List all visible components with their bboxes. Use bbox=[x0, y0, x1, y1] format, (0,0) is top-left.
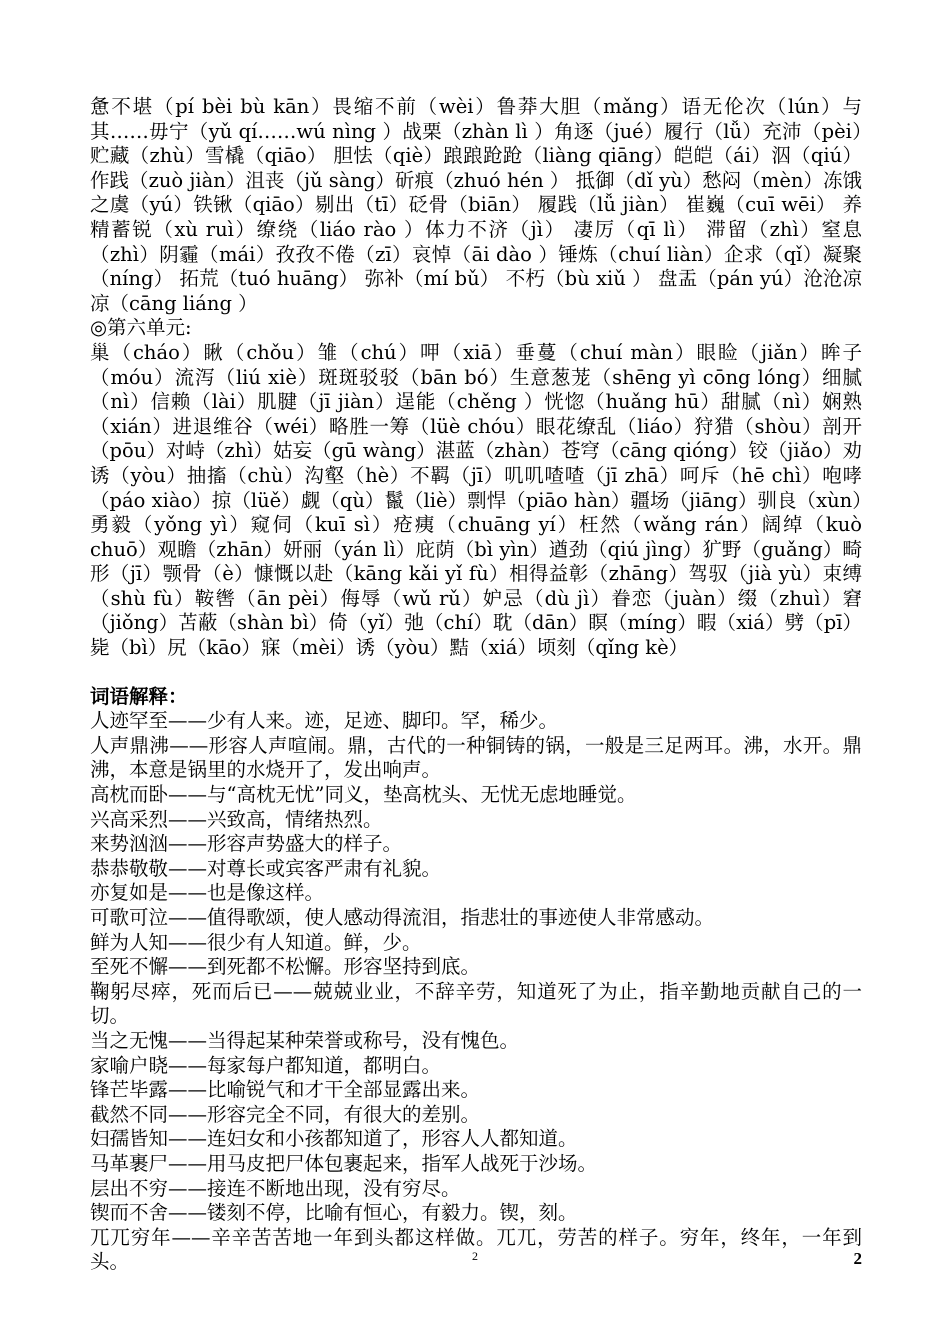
definition-item: 家喻户晓——每家每户都知道，都明白。 bbox=[90, 1053, 442, 1077]
page-number-center: 2 bbox=[472, 1249, 478, 1263]
unit6-vocabulary: 巢（cháo）瞅（chǒu）雏（chú）呷（xiā）垂蔓（chuí màn）眼睑（jiǎn）眸子（móu）流泻（liú xiè）斑斑驳驳（bān bó）生意葱茏（shēng yì cōng lóng）细腻（nì）信赖（lài）肌腱（jī jiàn）逞能（chěng ）恍惚（huǎng hū）甜腻（nì）娴熟（xián）进退维谷（wéi）略胜一筹（lüè chóu）眼花缭乱（liáo）狩猎（shòu）剖开（pōu）对峙（zhì）姑妄（gū wàng）湛蓝（zhàn）苍穹（cāng qióng）铰（jiǎo）劝诱（yòu）抽搐（chù）沟壑（hè）不羁（jī）叽叽喳喳（jī zhā）呵斥（hē chì）咆哮（páo xiào）掠（lüě）觑（qù）鬣（liè）剽悍（piāo hàn）疆场（jiāng）驯良（xùn）勇毅（yǒng yì）窥伺（kuī sì）疮痍（chuāng yí）枉然（wǎng rán）阔绰（kuò chuō）观瞻（zhān）妍丽（yán lì）庇荫（bì yìn）遒劲（qiú jìng）犷野（guǎng）畸形（jī）颚骨（è）慷慨以赴（kāng kǎi yǐ fù）相得益彰（zhāng）驾驭（jià yù）束缚（shù fù）鞍辔（ān pèi）侮辱（wǔ rǔ）妒忌（dù jì）眷恋（juàn）缀（zhuì）窘（jiǒng）苫蔽（shàn bì）倚（yǐ）弛（chí）耽（dān）瞑（míng）暇（xiá）劈（pī）毙（bì）尻（kāo）寐（mèi）诱（yòu）黠（xiá）顷刻（qǐng kè） bbox=[90, 340, 862, 660]
definition-item: 至死不懈——到死都不松懈。形容坚持到底。 bbox=[90, 955, 481, 979]
definition-item: 兴高采烈——兴致高，情绪热烈。 bbox=[90, 807, 383, 831]
definition-item: 高枕而卧——与“高枕无忧”同义，垫高枕头、无忧无虑地睡觉。 bbox=[90, 783, 637, 807]
definition-item: 人声鼎沸——形容人声喧闹。鼎，古代的一种铜铸的锅，一般是三足两耳。沸，水开。鼎沸，本意是锅里的水烧开了，发出响声。 bbox=[90, 733, 862, 782]
unit5-vocabulary: 惫不堪（pí bèi bù kān）畏缩不前（wèi）鲁莽大胆（mǎng）语无伦次（lún）与其……毋宁（yǔ qí……wú nìng ）战栗（zhàn lì ）角逐（jué）履行（lǚ）充沛（pèi）贮藏（zhù）雪橇（qiāo） 胆怯（qiè）踉踉跄跄（liàng qiāng）皑皑（ái）泅（qiú）作践（zuò jiàn）沮丧（jǔ sàng）斫痕（zhuó hén ） 抵御（dǐ yù）愁闷（mèn）冻饿之虞（yú）铁锹（qiāo）剔出（tī）砭骨（biān） 履践（lǚ jiàn） 崔巍（cuī wēi） 养精蓄锐（xù ruì）缭绕（liáo rào ）体力不济（jì） 凄厉（qī lì） 滞留（zhì）窒息（zhì）阴霾（mái）孜孜不倦（zī）哀悼（āi dào ）锤炼（chuí liàn）企求（qǐ）凝聚（níng） 拓荒（tuó huāng） 弥补（mí bǔ） 不朽（bù xiǔ ） 盘盂（pán yú）沧沧凉凉（cāng liáng ） bbox=[90, 95, 862, 315]
definition-item: 可歌可泣——值得歌颂，使人感动得流泪，指悲壮的事迹使人非常感动。 bbox=[90, 906, 715, 929]
unit6-heading: ◎第六单元: bbox=[90, 316, 192, 340]
definition-item: 锲而不舍——镂刻不停，比喻有恒心，有毅力。锲，刻。 bbox=[90, 1201, 578, 1225]
document-page bbox=[90, 95, 862, 1275]
definition-item: 层出不穷——接连不断地出现，没有穷尽。 bbox=[90, 1176, 461, 1200]
definition-item: 人迹罕至——少有人来。迹，足迹、脚印。罕，稀少。 bbox=[90, 709, 559, 733]
definition-item: 亦复如是——也是像这样。 bbox=[90, 881, 325, 905]
definitions-title: 词语解释： bbox=[90, 684, 188, 708]
definition-item: 来势汹汹——形容声势盛大的样子。 bbox=[90, 832, 403, 856]
definition-item: 妇孺皆知——连妇女和小孩都知道了，形容人人都知道。 bbox=[90, 1127, 578, 1151]
definition-item: 锋芒毕露——比喻锐气和才干全部显露出来。 bbox=[90, 1078, 481, 1102]
definitions-list bbox=[90, 709, 862, 1275]
definition-item: 恭恭敬敬——对尊长或宾客严肃有礼貌。 bbox=[90, 856, 442, 880]
definition-item: 当之无愧——当得起某种荣誉或称号，没有愧色。 bbox=[90, 1028, 520, 1052]
page-number-right: 2 bbox=[853, 1249, 862, 1268]
definition-item: 截然不同——形容完全不同，有很大的差别。 bbox=[90, 1102, 481, 1126]
definition-item: 马革裹尸——用马皮把尸体包裹起来，指军人战死于沙场。 bbox=[90, 1151, 598, 1175]
definition-item: 鞠躬尽瘁，死而后已——兢兢业业，不辞辛劳，知道死了为止，指辛勤地贡献自己的一切。 bbox=[90, 979, 862, 1028]
spacer bbox=[90, 661, 862, 685]
definition-item: 兀兀穷年——辛辛苦苦地一年到头都这样做。兀兀，劳苦的样子。穷年，终年，一年到头。 bbox=[90, 1225, 862, 1274]
definition-item: 鲜为人知——很少有人知道。鲜，少。 bbox=[90, 930, 422, 954]
